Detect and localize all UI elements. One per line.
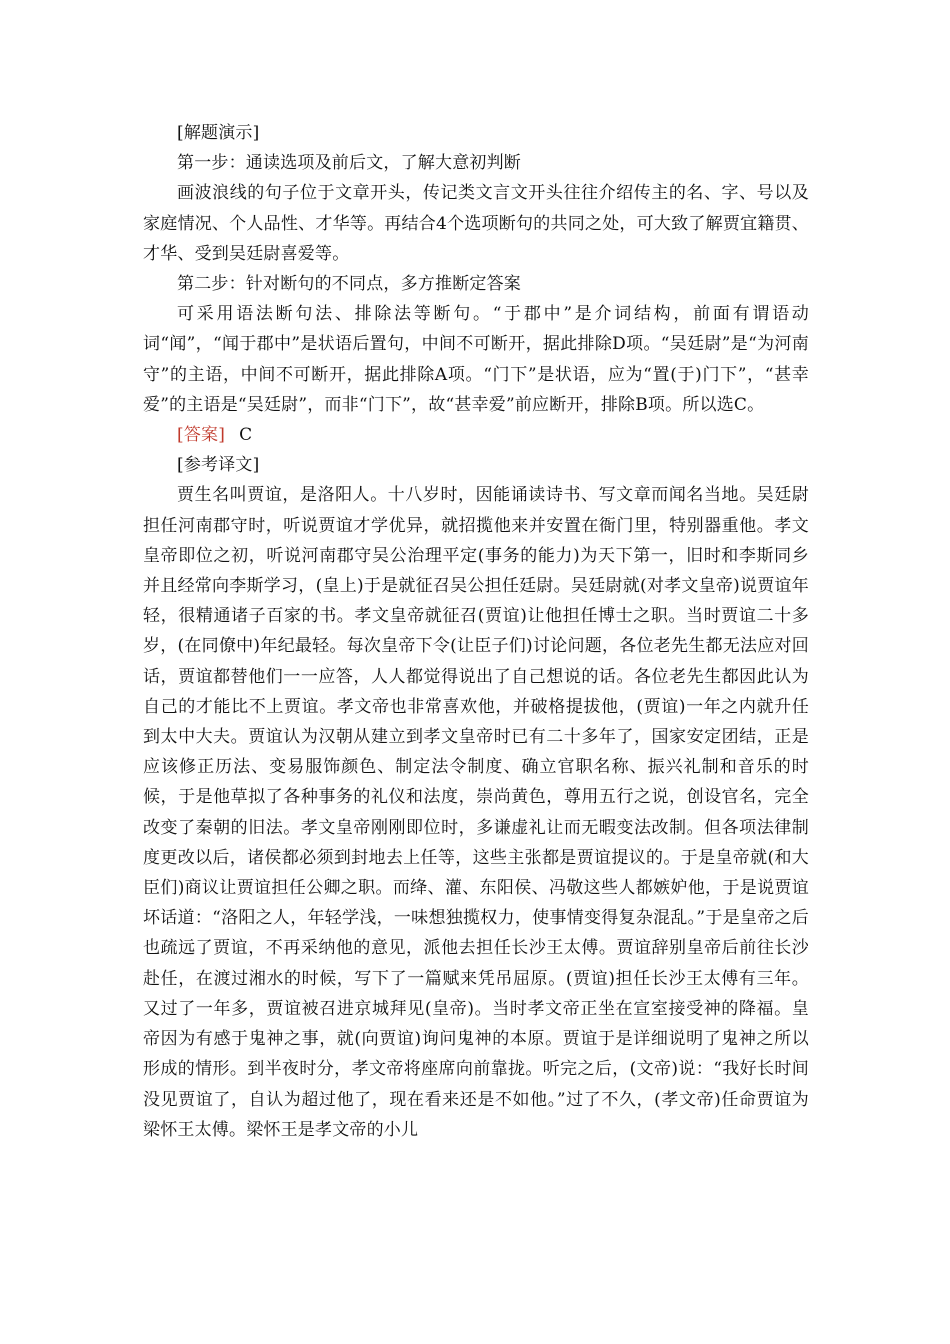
answer-value: C xyxy=(239,425,253,446)
step1-heading: 第一步：通读选项及前后文，了解大意初判断 xyxy=(177,153,521,174)
step2-paragraph: 可采用语法断句法、排除法等断句。“于郡中”是介词结构，前面有谓语动词“闻”，“闻于郡中”是状语后置句，中间不可断开，据此排除D项。“吴廷尉”是“为河南守”的主语，中间不可断开，据此排除A项。“门下”是状语，应为“置(于)门下”，“甚幸爱”的主语是“吴廷尉”，而非“门下”，故“甚幸爱”前应断开，排除B项。所以选C。 xyxy=(143,304,809,415)
translation-heading: [参考译文] xyxy=(177,455,260,476)
answer-tag: [答案] xyxy=(177,425,226,446)
document-page xyxy=(143,118,809,1145)
step2-heading: 第二步：针对断句的不同点，多方推断定答案 xyxy=(177,274,521,295)
demo-heading: [解题演示] xyxy=(177,123,260,143)
answer-line xyxy=(143,420,809,450)
step1-paragraph: 画波浪线的句子位于文章开头，传记类文言文开头往往介绍传主的名、字、号以及家庭情况、个人品性、才华等。再结合4个选项断句的共同之处，可大致了解贾宜籍贯、才华、受到吴廷尉喜爱等。 xyxy=(143,183,809,264)
translation-paragraph: 贾生名叫贾谊，是洛阳人。十八岁时，因能诵读诗书、写文章而闻名当地。吴廷尉担任河南郡守时，听说贾谊才学优异，就招揽他来并安置在衙门里，特别器重他。孝文皇帝即位之初，听说河南郡守吴公治理平定(事务的能力)为天下第一，旧时和李斯同乡并且经常向李斯学习，(皇上)于是就征召吴公担任廷尉。吴廷尉就(对孝文皇帝)说贾谊年轻，很精通诸子百家的书。孝文皇帝就征召(贾谊)让他担任博士之职。当时贾谊二十多岁，(在同僚中)年纪最轻。每次皇帝下令(让臣子们)讨论问题，各位老先生都无法应对回话，贾谊都替他们一一应答，人人都觉得说出了自己想说的话。各位老先生都因此认为自己的才能比不上贾谊。孝文帝也非常喜欢他，并破格提拔他，(贾谊)一年之内就升任到太中大夫。贾谊认为汉朝从建立到孝文皇帝时已有二十多年了，国家安定团结，正是应该修正历法、变易服饰颜色、制定法令制度、确立官职名称、振兴礼制和音乐的时候，于是他草拟了各种事务的礼仪和法度，崇尚黄色，尊用五行之说，创设官名，完全改变了秦朝的旧法。孝文皇帝刚刚即位时，多谦虚礼让而无暇变法改制。但各项法律制度更改以后，诸侯都必须到封地去上任等，这些主张都是贾谊提议的。于是皇帝就(和大臣们)商议让贾谊担任公卿之职。而绛、灌、东阳侯、冯敬这些人都嫉妒他，于是说贾谊坏话道：“洛阳之人，年轻学浅，一味想独揽权力，使事情变得复杂混乱。”于是皇帝之后也疏远了贾谊，不再采纳他的意见，派他去担任长沙王太傅。贾谊辞别皇帝后前往长沙赴任，在渡过湘水的时候，写下了一篇赋来凭吊屈原。(贾谊)担任长沙王太傅有三年。又过了一年多，贾谊被召进京城拜见(皇帝)。当时孝文帝正坐在宣室接受神的降福。皇帝因为有感于鬼神之事，就(向贾谊)询问鬼神的本原。贾谊于是详细说明了鬼神之所以形成的情形。到半夜时分，孝文帝将座席向前靠拢。听完之后，(文帝)说：“我好长时间没见贾谊了，自认为超过他了，现在看来还是不如他。”过了不久，(孝文帝)任命贾谊为梁怀王太傅。梁怀王是孝文帝的小儿 xyxy=(143,485,809,1140)
